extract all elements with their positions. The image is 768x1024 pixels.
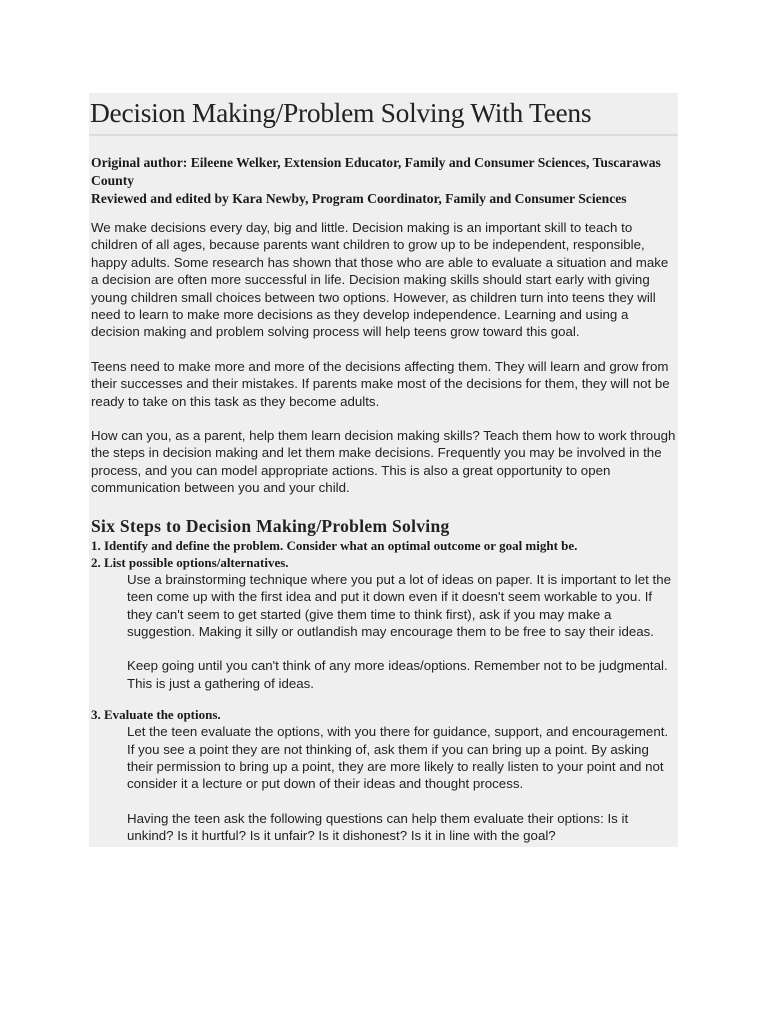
body-paragraph: How can you, as a parent, help them learn decision making skills? Teach them how to work through the steps in decision making and let them make decisions. Frequently you may be involved in the process, and you can model appropriate actions. This is also a great opportunity to open communication between you and your child. xyxy=(91,428,676,496)
step-paragraph: Use a brainstorming technique where you put a lot of ideas on paper. It is important to let the teen come up with the first idea and put it down even if it doesn't seem workable to you. If they can't seem to get started (give them time to think first), ask if you may make a suggestion. Making it silly or outlandish may encourage them to be free to say their ideas. xyxy=(127,571,672,639)
body-paragraph: Teens need to make more and more of the decisions affecting them. They will learn and grow from their successes and their mistakes. If parents make most of the decisions for them, they will not be ready to take on this task as they become adults. xyxy=(91,358,670,409)
step-3: 3. Evaluate the options. xyxy=(91,707,221,723)
document-title: Decision Making/Problem Solving With Teens xyxy=(89,93,678,136)
step-paragraph: Let the teen evaluate the options, with you there for guidance, support, and encouragement. If you see a point they are not thinking of, ask them if you can bring up a point. By asking their permission to bring up a point, they are more likely to really listen to your point and not consider it a lecture or put down of their ideas and thought process. xyxy=(127,724,669,792)
reviewer: Reviewed and edited by Kara Newby, Program Coordinator, Family and Consumer Sciences xyxy=(91,191,627,206)
step-3-details xyxy=(127,723,678,844)
step-2-details xyxy=(127,571,678,692)
author-credits xyxy=(91,154,678,208)
step-2: 2. List possible options/alternatives. xyxy=(91,554,289,570)
step-1: 1. Identify and define the problem. Consider what an optimal outcome or goal might be. xyxy=(91,537,578,553)
document-page xyxy=(89,93,678,847)
original-author: Original author: Eileene Welker, Extension Educator, Family and Consumer Sciences, Tuscarawas County xyxy=(91,155,661,188)
intro-paragraph: We make decisions every day, big and little. Decision making is an important skill to teach to children of all ages, because parents want children to grow up to be independent, responsible, happy adults. Some research has shown that those who are able to evaluate a situation and make a decision are often more successful in life. Decision making skills should start early with giving young children small choices between two options. However, as children turn into teens they will need to learn to make more decisions as they develop independence. Learning and using a decision making and problem solving process will help teens grow toward this goal. xyxy=(91,220,669,340)
section-heading: Six Steps to Decision Making/Problem Solving xyxy=(91,515,450,536)
step-paragraph: Having the teen ask the following questions can help them evaluate their options: Is it unkind? Is it hurtful? Is it unfair? Is it dishonest? Is it in line with the goal? xyxy=(127,810,629,844)
step-paragraph: Keep going until you can't think of any more ideas/options. Remember not to be judgmental. This is just a gathering of ideas. xyxy=(127,658,668,691)
